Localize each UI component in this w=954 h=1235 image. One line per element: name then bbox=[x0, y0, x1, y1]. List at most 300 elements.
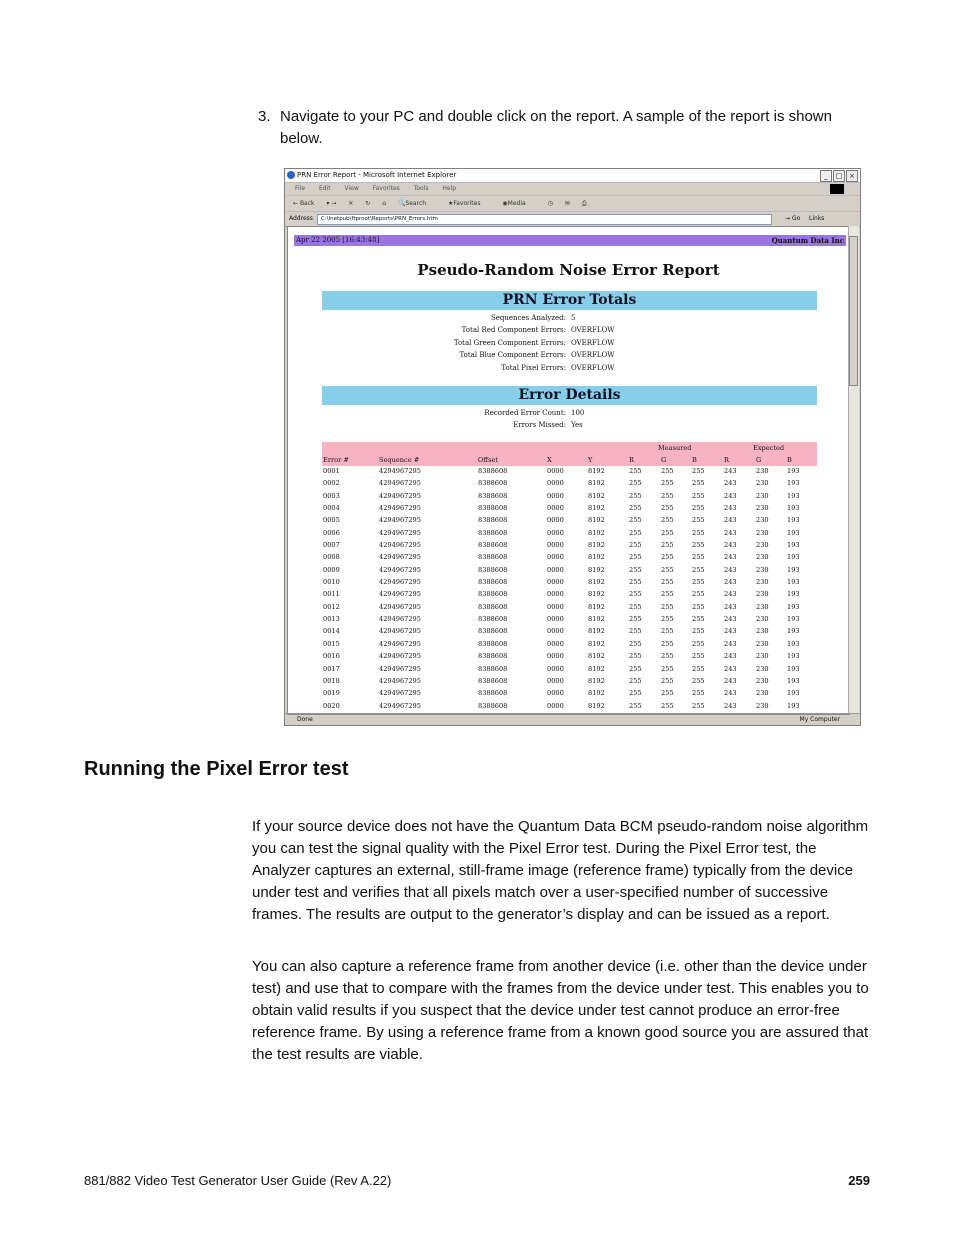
column-header: B bbox=[787, 456, 792, 464]
table-cell: 255 bbox=[661, 602, 674, 611]
table-cell: 255 bbox=[692, 664, 705, 673]
table-cell: 0005 bbox=[323, 516, 340, 525]
menu-edit[interactable]: Edit bbox=[318, 185, 331, 192]
table-cell: 8192 bbox=[588, 565, 605, 574]
table-cell: 193 bbox=[787, 615, 800, 624]
table-cell: 243 bbox=[724, 541, 737, 550]
table-cell: 255 bbox=[629, 652, 642, 661]
table-cell: 193 bbox=[787, 479, 800, 488]
table-cell: 193 bbox=[787, 541, 800, 550]
details-value: 100 bbox=[571, 409, 585, 417]
table-cell: 0000 bbox=[547, 615, 564, 624]
table-cell: 255 bbox=[629, 590, 642, 599]
table-cell: 193 bbox=[787, 639, 800, 648]
table-cell: 243 bbox=[724, 676, 737, 685]
table-cell: 230 bbox=[756, 541, 769, 550]
table-cell: 8192 bbox=[588, 578, 605, 587]
column-header: G bbox=[756, 456, 762, 464]
table-cell: 255 bbox=[692, 528, 705, 537]
table-row bbox=[322, 602, 817, 614]
table-cell: 8192 bbox=[588, 491, 605, 500]
table-cell: 230 bbox=[756, 578, 769, 587]
table-cell: 8388608 bbox=[478, 528, 508, 537]
table-row bbox=[322, 688, 817, 700]
table-cell: 193 bbox=[787, 664, 800, 673]
table-cell: 255 bbox=[629, 565, 642, 574]
details-label: Errors Missed: bbox=[513, 421, 566, 430]
table-cell: 193 bbox=[787, 652, 800, 661]
table-cell: 8192 bbox=[588, 516, 605, 525]
table-cell: 255 bbox=[692, 689, 705, 698]
table-cell: 8192 bbox=[588, 676, 605, 685]
table-cell: 8192 bbox=[588, 639, 605, 648]
table-cell: 255 bbox=[661, 664, 674, 673]
footer-title: 881/882 Video Test Generator User Guide (Rev A.22) bbox=[84, 1173, 392, 1188]
table-cell: 243 bbox=[724, 689, 737, 698]
windows-logo-icon bbox=[830, 184, 844, 194]
table-cell: 243 bbox=[724, 504, 737, 513]
table-cell: 255 bbox=[692, 676, 705, 685]
table-cell: 255 bbox=[692, 602, 705, 611]
table-cell: 8192 bbox=[588, 541, 605, 550]
table-cell: 255 bbox=[629, 479, 642, 488]
table-cell: 0000 bbox=[547, 578, 564, 587]
table-row bbox=[322, 626, 817, 638]
table-cell: 255 bbox=[692, 639, 705, 648]
table-cell: 255 bbox=[661, 578, 674, 587]
totals-label: Sequences Analyzed: bbox=[490, 314, 566, 322]
table-cell: 255 bbox=[629, 553, 642, 562]
table-cell: 8388608 bbox=[478, 627, 508, 636]
table-cell: 230 bbox=[756, 491, 769, 500]
stop-icon[interactable]: ✕ bbox=[348, 200, 354, 207]
table-cell: 230 bbox=[756, 528, 769, 537]
table-cell: 0000 bbox=[547, 553, 564, 562]
table-cell: 8192 bbox=[588, 689, 605, 698]
table-cell: 230 bbox=[756, 701, 769, 710]
menu-file[interactable]: File bbox=[295, 185, 306, 192]
column-header: Sequence # bbox=[379, 456, 420, 464]
totals-value: OVERFLOW bbox=[571, 326, 615, 335]
report-title: Pseudo-Random Noise Error Report bbox=[417, 261, 720, 279]
back-label: Back bbox=[299, 200, 315, 207]
table-cell: 255 bbox=[661, 541, 674, 550]
table-row bbox=[322, 701, 817, 713]
table-cell: 0000 bbox=[547, 676, 564, 685]
table-row bbox=[322, 639, 817, 651]
table-cell: 0001 bbox=[323, 467, 340, 475]
step-3 bbox=[258, 106, 868, 150]
table-cell: 255 bbox=[629, 528, 642, 537]
home-icon[interactable]: ⌂ bbox=[382, 200, 387, 207]
table-cell: 243 bbox=[724, 590, 737, 599]
table-cell: 0000 bbox=[547, 590, 564, 599]
table-cell: 4294967295 bbox=[379, 602, 421, 611]
table-cell: 0012 bbox=[323, 602, 340, 611]
table-cell: 4294967295 bbox=[379, 479, 421, 488]
table-cell: 8388608 bbox=[478, 467, 508, 475]
totals-values bbox=[571, 312, 615, 374]
table-cell: 8388608 bbox=[478, 565, 508, 574]
go-button[interactable]: → Go bbox=[785, 215, 801, 222]
table-cell: 0020 bbox=[323, 701, 340, 710]
error-table bbox=[322, 442, 817, 713]
table-cell: 0015 bbox=[323, 639, 340, 648]
table-cell: 255 bbox=[692, 479, 705, 488]
mail-icon[interactable]: ✉ bbox=[564, 200, 570, 207]
table-cell: 4294967295 bbox=[379, 504, 421, 513]
table-cell: 255 bbox=[661, 590, 674, 599]
table-cell: 255 bbox=[661, 701, 674, 710]
table-cell: 0011 bbox=[323, 590, 340, 599]
table-cell: 0000 bbox=[547, 504, 564, 513]
table-cell: 243 bbox=[724, 652, 737, 661]
table-row bbox=[322, 614, 817, 626]
totals-value: OVERFLOW bbox=[571, 338, 615, 347]
table-cell: 255 bbox=[629, 615, 642, 624]
paragraph-2: You can also capture a reference frame from another device (i.e. other than the device under test) and use that to compare with the frames from the device under test. This enables you to obtain valid results if you suspect that the device under test cannot produce an error-free reference frame. By using a reference frame from a known good source you are assured that the test results are viable. bbox=[252, 958, 869, 1063]
menu-view[interactable]: View bbox=[344, 185, 359, 192]
table-cell: 255 bbox=[661, 639, 674, 648]
browser-toolbar bbox=[285, 196, 860, 212]
totals-heading: PRN Error Totals bbox=[322, 291, 817, 310]
table-row bbox=[322, 676, 817, 688]
table-cell: 255 bbox=[661, 504, 674, 513]
table-cell: 8388608 bbox=[478, 652, 508, 661]
table-cell: 255 bbox=[629, 504, 642, 513]
table-cell: 0003 bbox=[323, 491, 340, 500]
table-cell: 8388608 bbox=[478, 689, 508, 698]
column-header: R bbox=[629, 456, 634, 464]
table-cell: 193 bbox=[787, 627, 800, 636]
status-done: Done bbox=[297, 716, 313, 723]
close-icon[interactable]: × bbox=[846, 170, 858, 182]
table-cell: 4294967295 bbox=[379, 467, 421, 475]
details-label: Recorded Error Count: bbox=[484, 409, 566, 417]
table-cell: 8388608 bbox=[478, 553, 508, 562]
table-cell: 193 bbox=[787, 516, 800, 525]
table-cell: 255 bbox=[661, 467, 674, 475]
table-cell: 4294967295 bbox=[379, 627, 421, 636]
menu-help[interactable]: Help bbox=[442, 185, 457, 192]
ie-icon bbox=[287, 171, 295, 179]
column-header: G bbox=[661, 456, 667, 464]
table-cell: 8388608 bbox=[478, 491, 508, 500]
table-cell: 255 bbox=[661, 615, 674, 624]
scroll-thumb[interactable] bbox=[849, 236, 858, 386]
table-cell: 8388608 bbox=[478, 701, 508, 710]
table-cell: 0000 bbox=[547, 664, 564, 673]
table-cell: 243 bbox=[724, 565, 737, 574]
table-cell: 0014 bbox=[323, 627, 340, 636]
table-row bbox=[322, 577, 817, 589]
table-cell: 8192 bbox=[588, 504, 605, 513]
table-cell: 8192 bbox=[588, 652, 605, 661]
table-cell: 255 bbox=[661, 689, 674, 698]
menu-favorites[interactable]: Favorites bbox=[372, 185, 400, 192]
table-group-header bbox=[322, 442, 817, 454]
table-row bbox=[322, 503, 817, 515]
table-cell: 255 bbox=[661, 676, 674, 685]
totals-label: Total Green Component Errors: bbox=[453, 338, 566, 347]
address-input[interactable]: C:\Inetpub\ftproot\Reports\PRN_Errors.htm bbox=[317, 214, 772, 225]
table-cell: 4294967295 bbox=[379, 553, 421, 562]
table-cell: 255 bbox=[629, 664, 642, 673]
status-zone: My Computer bbox=[799, 716, 840, 723]
table-cell: 8192 bbox=[588, 615, 605, 624]
search-button[interactable]: 🔍Search bbox=[397, 200, 427, 207]
table-cell: 0000 bbox=[547, 639, 564, 648]
table-cell: 255 bbox=[692, 652, 705, 661]
report-header-bar bbox=[294, 235, 846, 246]
address-bar bbox=[285, 212, 860, 227]
table-cell: 0000 bbox=[547, 689, 564, 698]
details-values bbox=[571, 407, 584, 432]
table-cell: 255 bbox=[661, 479, 674, 488]
table-cell: 0000 bbox=[547, 528, 564, 537]
table-cell: 255 bbox=[692, 541, 705, 550]
table-cell: 8388608 bbox=[478, 602, 508, 611]
table-cell: 230 bbox=[756, 565, 769, 574]
table-cell: 8192 bbox=[588, 553, 605, 562]
table-cell: 255 bbox=[629, 602, 642, 611]
column-header: B bbox=[692, 456, 697, 464]
table-cell: 0000 bbox=[547, 652, 564, 661]
totals-label: Total Red Component Errors: bbox=[461, 326, 566, 335]
browser-menubar bbox=[285, 183, 860, 196]
search-label: Search bbox=[405, 200, 427, 207]
table-cell: 8192 bbox=[588, 479, 605, 488]
table-cell: 243 bbox=[724, 664, 737, 673]
table-cell: 230 bbox=[756, 467, 769, 475]
report-company: Quantum Data Inc bbox=[771, 236, 844, 245]
report-date: Apr 22 2005 [16:43:48] bbox=[296, 236, 380, 244]
table-cell: 193 bbox=[787, 565, 800, 574]
column-header: Y bbox=[588, 456, 593, 464]
table-cell: 193 bbox=[787, 528, 800, 537]
table-cell: 8192 bbox=[588, 627, 605, 636]
totals-value: OVERFLOW bbox=[571, 351, 615, 360]
table-cell: 255 bbox=[629, 676, 642, 685]
table-cell: 8388608 bbox=[478, 541, 508, 550]
table-cell: 243 bbox=[724, 467, 737, 475]
table-cell: 193 bbox=[787, 467, 800, 475]
table-cell: 255 bbox=[629, 491, 642, 500]
table-cell: 8388608 bbox=[478, 615, 508, 624]
table-cell: 8192 bbox=[588, 602, 605, 611]
measured-header: Measured bbox=[658, 444, 692, 452]
table-cell: 255 bbox=[692, 516, 705, 525]
table-cell: 0007 bbox=[323, 541, 340, 550]
table-cell: 0013 bbox=[323, 615, 340, 624]
table-cell: 4294967295 bbox=[379, 639, 421, 648]
history-icon[interactable]: ◷ bbox=[547, 200, 553, 207]
table-cell: 243 bbox=[724, 553, 737, 562]
table-cell: 8192 bbox=[588, 590, 605, 599]
table-cell: 243 bbox=[724, 602, 737, 611]
table-cell: 8388608 bbox=[478, 516, 508, 525]
table-cell: 255 bbox=[692, 553, 705, 562]
refresh-icon[interactable]: ↻ bbox=[365, 200, 371, 207]
table-cell: 4294967295 bbox=[379, 652, 421, 661]
table-cell: 255 bbox=[692, 701, 705, 710]
table-cell: 8388608 bbox=[478, 639, 508, 648]
table-cell: 230 bbox=[756, 627, 769, 636]
browser-title: PRN Error Report - Microsoft Internet Explorer bbox=[297, 171, 457, 179]
table-cell: 255 bbox=[629, 639, 642, 648]
table-cell: 4294967295 bbox=[379, 701, 421, 710]
table-cell: 230 bbox=[756, 516, 769, 525]
section-heading: Running the Pixel Error test bbox=[84, 758, 349, 780]
table-cell: 0000 bbox=[547, 701, 564, 710]
table-cell: 230 bbox=[756, 602, 769, 611]
links-button[interactable]: Links bbox=[809, 215, 825, 222]
details-value: Yes bbox=[571, 421, 583, 430]
table-cell: 255 bbox=[629, 578, 642, 587]
table-cell: 0008 bbox=[323, 553, 340, 562]
browser-screenshot bbox=[284, 168, 861, 726]
table-cell: 243 bbox=[724, 639, 737, 648]
table-cell: 193 bbox=[787, 491, 800, 500]
column-header: Offset bbox=[478, 456, 499, 464]
table-cell: 4294967295 bbox=[379, 541, 421, 550]
table-cell: 8388608 bbox=[478, 504, 508, 513]
table-cell: 4294967295 bbox=[379, 676, 421, 685]
table-cell: 4294967295 bbox=[379, 528, 421, 537]
table-cell: 0009 bbox=[323, 565, 340, 574]
table-cell: 4294967295 bbox=[379, 516, 421, 525]
column-header: X bbox=[547, 456, 552, 464]
report-viewport bbox=[287, 226, 850, 715]
table-cell: 0000 bbox=[547, 516, 564, 525]
table-cell: 8192 bbox=[588, 664, 605, 673]
table-cell: 0004 bbox=[323, 504, 340, 513]
table-body bbox=[322, 466, 817, 713]
table-cell: 230 bbox=[756, 664, 769, 673]
totals-labels bbox=[388, 312, 566, 374]
table-cell: 230 bbox=[756, 689, 769, 698]
table-cell: 8388608 bbox=[478, 479, 508, 488]
table-row bbox=[322, 466, 817, 478]
table-row bbox=[322, 651, 817, 663]
table-cell: 243 bbox=[724, 479, 737, 488]
totals-label: Total Pixel Errors: bbox=[501, 363, 566, 372]
table-cell: 230 bbox=[756, 639, 769, 648]
table-cell: 255 bbox=[692, 627, 705, 636]
table-cell: 8388608 bbox=[478, 578, 508, 587]
media-label: Media bbox=[507, 200, 526, 207]
table-cell: 255 bbox=[629, 627, 642, 636]
table-cell: 8192 bbox=[588, 701, 605, 710]
table-cell: 193 bbox=[787, 590, 800, 599]
table-cell: 0017 bbox=[323, 664, 340, 673]
maximize-icon[interactable]: □ bbox=[833, 170, 845, 182]
table-cell: 243 bbox=[724, 627, 737, 636]
table-cell: 255 bbox=[661, 516, 674, 525]
table-cell: 193 bbox=[787, 676, 800, 685]
table-cell: 0010 bbox=[323, 578, 340, 587]
details-heading: Error Details bbox=[322, 386, 817, 405]
table-cell: 4294967295 bbox=[379, 491, 421, 500]
table-row bbox=[322, 528, 817, 540]
table-cell: 0000 bbox=[547, 467, 564, 475]
table-cell: 255 bbox=[692, 565, 705, 574]
table-cell: 243 bbox=[724, 615, 737, 624]
table-cell: 255 bbox=[661, 565, 674, 574]
table-cell: 4294967295 bbox=[379, 615, 421, 624]
favorites-label: Favorites bbox=[453, 200, 481, 207]
favorites-button[interactable]: ★Favorites bbox=[447, 200, 481, 207]
table-cell: 193 bbox=[787, 689, 800, 698]
table-cell: 0000 bbox=[547, 479, 564, 488]
page-number: 259 bbox=[848, 1173, 870, 1188]
step-text: Navigate to your PC and double click on the report. A sample of the report is shown below. bbox=[280, 108, 832, 147]
table-cell: 230 bbox=[756, 504, 769, 513]
table-cell: 255 bbox=[629, 467, 642, 475]
table-cell: 4294967295 bbox=[379, 590, 421, 599]
back-button[interactable]: ← Back ▾ → bbox=[293, 200, 337, 207]
browser-titlebar bbox=[285, 169, 860, 183]
print-icon[interactable]: ⎙ bbox=[581, 200, 587, 207]
table-cell: 193 bbox=[787, 578, 800, 587]
table-cell: 230 bbox=[756, 479, 769, 488]
table-cell: 243 bbox=[724, 516, 737, 525]
media-button[interactable]: ◉Media bbox=[502, 200, 526, 207]
table-cell: 0000 bbox=[547, 491, 564, 500]
table-cell: 230 bbox=[756, 553, 769, 562]
table-cell: 255 bbox=[661, 491, 674, 500]
table-row bbox=[322, 552, 817, 564]
table-cell: 243 bbox=[724, 701, 737, 710]
table-row bbox=[322, 491, 817, 503]
table-cell: 255 bbox=[661, 553, 674, 562]
status-bar bbox=[285, 713, 860, 725]
expected-header: Expected bbox=[753, 444, 785, 452]
table-row bbox=[322, 478, 817, 490]
table-cell: 8192 bbox=[588, 467, 605, 475]
paragraph-1: If your source device does not have the Quantum Data BCM pseudo-random noise algorithm you can test the signal quality with the Pixel Error test. During the Pixel Error test, the Analyzer captures an external, still-frame image (reference frame) typically from the device under test and verifies that all pixels match over a user-specified number of successive frames. The results are output to the generator’s display and can be issued as a report. bbox=[252, 818, 869, 923]
table-row bbox=[322, 664, 817, 676]
table-row bbox=[322, 589, 817, 601]
table-cell: 255 bbox=[692, 615, 705, 624]
table-cell: 230 bbox=[756, 590, 769, 599]
table-cell: 255 bbox=[692, 491, 705, 500]
table-cell: 255 bbox=[629, 689, 642, 698]
table-cell: 0016 bbox=[323, 652, 340, 661]
table-cell: 8388608 bbox=[478, 676, 508, 685]
table-cell: 255 bbox=[629, 541, 642, 550]
vertical-scrollbar[interactable] bbox=[848, 226, 859, 713]
table-cell: 8388608 bbox=[478, 590, 508, 599]
table-cell: 4294967295 bbox=[379, 664, 421, 673]
table-cell: 193 bbox=[787, 504, 800, 513]
menu-tools[interactable]: Tools bbox=[413, 185, 429, 192]
table-cell: 0019 bbox=[323, 689, 340, 698]
table-row bbox=[322, 540, 817, 552]
table-cell: 0000 bbox=[547, 602, 564, 611]
table-cell: 243 bbox=[724, 491, 737, 500]
table-cell: 193 bbox=[787, 602, 800, 611]
table-cell: 255 bbox=[661, 627, 674, 636]
go-label: Go bbox=[791, 215, 801, 222]
table-cell: 8388608 bbox=[478, 664, 508, 673]
table-cell: 243 bbox=[724, 578, 737, 587]
table-cell: 255 bbox=[692, 578, 705, 587]
totals-value: OVERFLOW bbox=[571, 363, 615, 372]
table-cell: 193 bbox=[787, 553, 800, 562]
minimize-icon[interactable]: _ bbox=[820, 170, 832, 182]
table-cell: 0000 bbox=[547, 627, 564, 636]
